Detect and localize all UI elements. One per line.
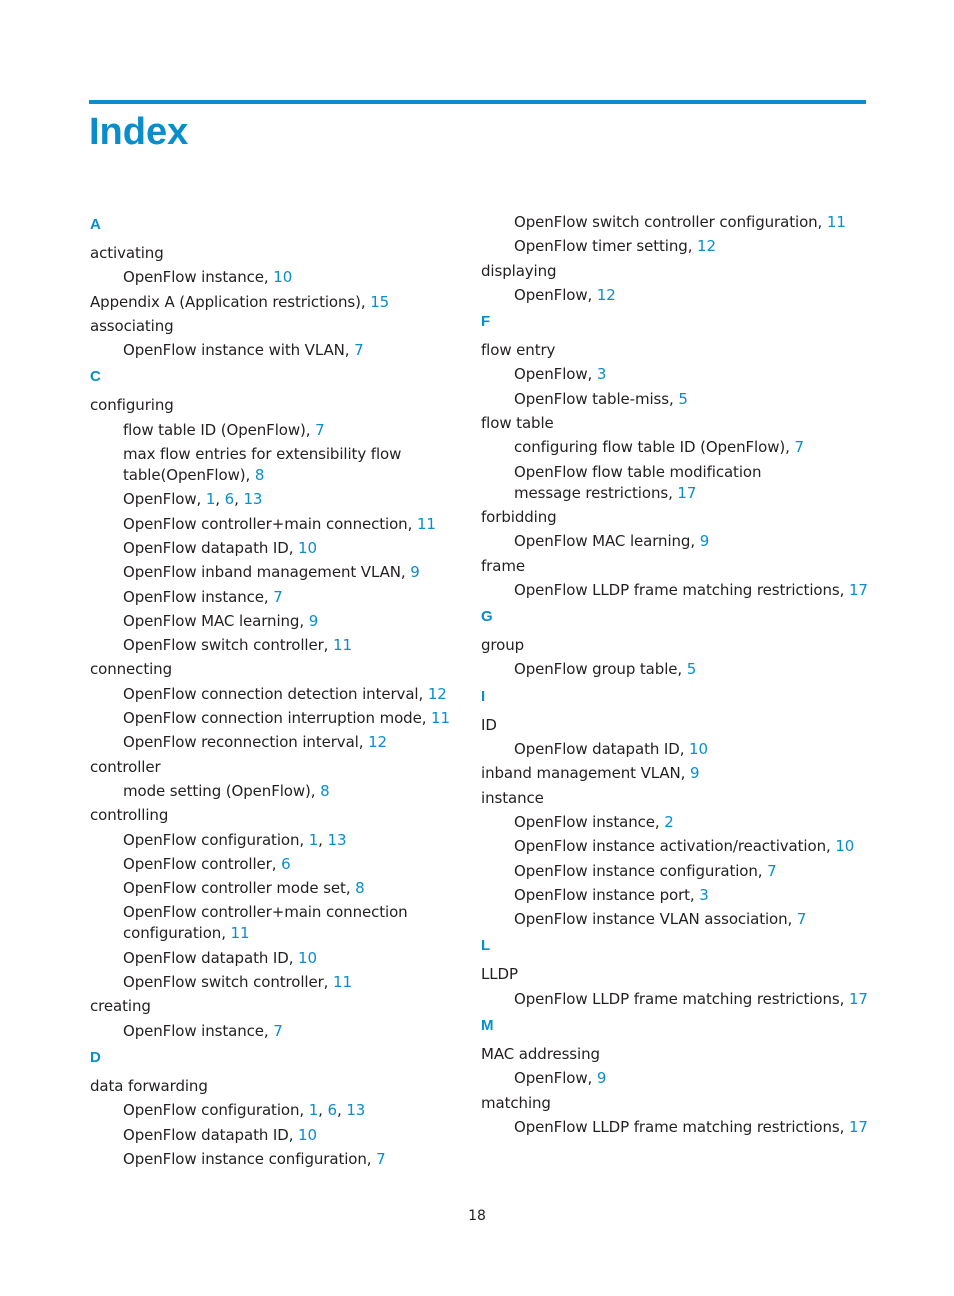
- index-entry-text: creating: [90, 997, 151, 1016]
- index-entry-text: OpenFlow reconnection interval,: [123, 733, 369, 752]
- index-entry-text: OpenFlow controller+main connection configuration,: [123, 903, 408, 943]
- index-term: [90, 316, 450, 340]
- index-entry-text: connecting: [90, 660, 172, 679]
- index-subterm: [481, 580, 868, 604]
- index-subterm: [90, 878, 450, 902]
- index-entry-text: max flow entries for extensibility flow table(OpenFlow),: [123, 445, 402, 485]
- index-subterm: [90, 684, 450, 708]
- index-entry-text: MAC addressing: [481, 1045, 600, 1064]
- index-entry-text: flow entry: [481, 341, 556, 360]
- page-ref-separator: ,: [215, 490, 225, 509]
- index-subterm: [481, 909, 841, 933]
- index-entry-text: OpenFlow LLDP frame matching restrictions,: [514, 1117, 849, 1136]
- index-subterm: [90, 732, 450, 756]
- index-entry-text: OpenFlow LLDP frame matching restrictions,: [514, 989, 849, 1008]
- index-letter-heading: G: [481, 608, 493, 626]
- index-subterm: [481, 739, 841, 763]
- index-entry-text: OpenFlow controller,: [123, 854, 282, 873]
- index-entry-text: inband management VLAN,: [481, 764, 691, 783]
- index-subterm: [90, 830, 450, 854]
- index-entry-text: forbidding: [481, 507, 557, 526]
- index-term: [90, 757, 450, 781]
- page-reference-link[interactable]: 17: [848, 580, 868, 599]
- page-reference-link[interactable]: 10: [689, 740, 708, 759]
- index-entry-text: OpenFlow flow table modification message restrictions,: [514, 462, 762, 502]
- page-reference-link[interactable]: 8: [320, 781, 330, 800]
- page-reference-link[interactable]: 3: [699, 885, 709, 904]
- index-subterm: [90, 854, 450, 878]
- page-reference-link[interactable]: 5: [678, 389, 688, 408]
- index-term: [481, 635, 841, 659]
- index-term: [90, 659, 450, 683]
- index-entry-text: frame: [481, 556, 525, 575]
- index-entry-text: OpenFlow group table,: [514, 660, 687, 679]
- page-reference-link[interactable]: 7: [273, 1021, 283, 1040]
- page-reference-link[interactable]: 10: [273, 268, 293, 287]
- page-reference-link[interactable]: 6: [224, 490, 235, 509]
- page-reference-link[interactable]: 1: [308, 1101, 319, 1120]
- index-entry-text: OpenFlow datapath ID,: [123, 538, 299, 557]
- index-entry-text: OpenFlow instance activation/reactivation,: [514, 837, 836, 856]
- page-reference-link[interactable]: 13: [346, 1101, 366, 1120]
- index-subterm: [90, 972, 450, 996]
- index-term: [90, 805, 450, 829]
- page-reference-link[interactable]: 17: [848, 1117, 868, 1136]
- index-letter-heading: C: [90, 368, 101, 386]
- index-letter-heading: F: [481, 313, 491, 331]
- index-subterm: [481, 1117, 868, 1141]
- index-term: [90, 292, 450, 316]
- page-reference-link[interactable]: 9: [308, 611, 319, 630]
- index-term: [481, 964, 841, 988]
- index-term: [481, 507, 841, 531]
- index-entry-text: OpenFlow controller+main connection,: [123, 514, 417, 533]
- page-reference-link[interactable]: 7: [354, 341, 364, 360]
- index-entry-text: activating: [90, 244, 164, 262]
- page-reference-link[interactable]: 13: [327, 830, 347, 849]
- index-letter-heading: M: [481, 1017, 494, 1035]
- index-subterm: [90, 781, 450, 805]
- index-entry-text: OpenFlow switch controller,: [123, 973, 334, 992]
- page-reference-link[interactable]: 6: [281, 854, 291, 873]
- index-entry-text: OpenFlow instance port,: [514, 885, 700, 904]
- index-subterm: [481, 1068, 841, 1092]
- index-subterm: [481, 836, 855, 860]
- index-entry-text: controller: [90, 757, 161, 776]
- index-subterm: [90, 1125, 450, 1149]
- page-reference-link[interactable]: 11: [431, 709, 450, 728]
- index-subterm: [90, 514, 450, 538]
- index-subterm: [90, 948, 450, 972]
- page-ref-separator: ,: [318, 1101, 328, 1120]
- index-entry-text: OpenFlow switch controller,: [123, 636, 334, 655]
- index-subterm: [481, 364, 841, 388]
- header-rule: [89, 100, 866, 104]
- index-subterm: [481, 212, 846, 236]
- page-reference-link[interactable]: 5: [686, 660, 697, 679]
- index-subterm: [481, 861, 841, 885]
- index-subterm: [90, 538, 450, 562]
- page-reference-link[interactable]: 17: [848, 989, 868, 1008]
- page-reference-link[interactable]: 10: [298, 538, 317, 557]
- index-subterm: [90, 708, 450, 732]
- index-entry-text: OpenFlow instance configuration,: [514, 861, 768, 880]
- index-entry-text: OpenFlow controller mode set,: [123, 879, 356, 898]
- index-entry-text: configuring: [90, 396, 174, 415]
- index-term: [481, 413, 841, 437]
- index-entry-text: Appendix A (Application restrictions),: [90, 292, 371, 311]
- page-reference-link[interactable]: 8: [355, 879, 365, 898]
- page-reference-link[interactable]: 9: [690, 764, 700, 783]
- index-subterm: [90, 587, 450, 611]
- page-reference-link[interactable]: 12: [596, 285, 616, 304]
- index-entry-text: ID: [481, 715, 497, 734]
- index-entry-text: controlling: [90, 806, 169, 825]
- page-reference-link[interactable]: 2: [664, 812, 674, 831]
- index-entry-text: instance: [481, 788, 544, 807]
- index-term: [90, 243, 450, 267]
- index-entry-text: OpenFlow MAC learning,: [514, 532, 700, 551]
- index-subterm: [90, 444, 423, 489]
- index-entry-text: flow table: [481, 414, 554, 433]
- page-reference-link[interactable]: 7: [767, 861, 777, 880]
- index-subterm: [90, 1100, 450, 1124]
- page-reference-link[interactable]: 9: [699, 532, 710, 551]
- page-reference-link[interactable]: 12: [368, 733, 387, 752]
- page-reference-link[interactable]: 17: [677, 483, 697, 502]
- page-reference-link[interactable]: 12: [697, 237, 716, 256]
- index-entry-text: OpenFlow inband management VLAN,: [123, 563, 411, 582]
- index-term: [481, 788, 841, 812]
- index-subterm: [481, 531, 841, 555]
- index-entry-text: OpenFlow instance,: [123, 268, 274, 287]
- page-reference-link[interactable]: 11: [230, 924, 250, 943]
- index-term: [481, 261, 841, 285]
- index-letter-heading: I: [481, 687, 486, 705]
- page-reference-link[interactable]: 15: [370, 292, 390, 311]
- index-entry-text: OpenFlow MAC learning,: [123, 611, 309, 630]
- index-column-left: [90, 212, 450, 1173]
- index-entry-text: OpenFlow switch controller configuration,: [514, 213, 827, 231]
- page-ref-separator: ,: [234, 490, 244, 509]
- page-ref-separator: ,: [318, 830, 328, 849]
- index-entry-text: mode setting (OpenFlow),: [123, 781, 321, 800]
- index-entry-text: OpenFlow,: [123, 490, 206, 509]
- index-entry-text: OpenFlow,: [514, 365, 597, 384]
- index-subterm: [90, 1149, 450, 1173]
- index-entry-text: OpenFlow instance VLAN association,: [514, 910, 797, 929]
- page-reference-link[interactable]: 9: [596, 1069, 607, 1088]
- page-reference-link[interactable]: 11: [333, 973, 352, 992]
- page-reference-link[interactable]: 7: [273, 587, 283, 606]
- page-reference-link[interactable]: 7: [315, 420, 325, 439]
- index-entry-text: OpenFlow,: [514, 1069, 597, 1088]
- page-reference-link[interactable]: 12: [427, 684, 447, 703]
- index-entry-text: OpenFlow datapath ID,: [123, 1125, 299, 1144]
- index-subterm: [90, 340, 450, 364]
- index-entry-text: OpenFlow instance,: [123, 587, 274, 606]
- index-entry-text: OpenFlow instance,: [123, 1021, 274, 1040]
- index-entry-text: OpenFlow connection detection interval,: [123, 684, 428, 703]
- page-reference-link[interactable]: 3: [596, 365, 607, 384]
- index-subterm: [481, 236, 841, 260]
- page-reference-link[interactable]: 8: [254, 466, 265, 485]
- index-subterm: [481, 462, 814, 507]
- index-subterm: [90, 489, 450, 513]
- page-reference-link[interactable]: 9: [410, 563, 420, 582]
- index-entry-text: OpenFlow connection interruption mode,: [123, 709, 432, 728]
- index-subterm: [90, 562, 450, 586]
- page-reference-link[interactable]: 7: [376, 1149, 386, 1168]
- index-entry-text: LLDP: [481, 965, 518, 984]
- page-reference-link[interactable]: 10: [298, 948, 317, 967]
- page-reference-link[interactable]: 11: [416, 514, 436, 533]
- index-entry-text: data forwarding: [90, 1076, 208, 1095]
- page-reference-link[interactable]: 11: [333, 636, 352, 655]
- page-reference-link[interactable]: 7: [794, 438, 804, 457]
- page-title: Index: [89, 111, 189, 153]
- index-entry-text: matching: [481, 1093, 551, 1112]
- page-number: 18: [468, 1208, 486, 1224]
- page-reference-link[interactable]: 1: [205, 490, 216, 509]
- index-entry-text: OpenFlow datapath ID,: [514, 740, 690, 759]
- index-subterm: [481, 989, 868, 1013]
- index-entry-text: OpenFlow,: [514, 285, 597, 304]
- index-entry-text: OpenFlow instance,: [514, 812, 665, 831]
- index-term: [481, 1093, 841, 1117]
- index-entry-text: group: [481, 636, 525, 655]
- page-reference-link[interactable]: 10: [835, 837, 855, 856]
- index-entry-text: OpenFlow configuration,: [123, 830, 309, 849]
- index-subterm: [90, 267, 450, 291]
- index-entry-text: configuring flow table ID (OpenFlow),: [514, 438, 795, 457]
- page-reference-link[interactable]: 10: [298, 1125, 317, 1144]
- index-subterm: [481, 389, 841, 413]
- index-subterm: [481, 659, 841, 683]
- index-entry-text: associating: [90, 316, 174, 335]
- page-reference-link[interactable]: 11: [826, 213, 846, 231]
- index-subterm: [90, 635, 450, 659]
- index-letter-heading: L: [481, 937, 491, 955]
- index-letter-heading: A: [90, 216, 101, 233]
- index-entry-text: displaying: [481, 261, 557, 280]
- index-letter-heading: D: [90, 1048, 101, 1066]
- index-subterm: [90, 902, 423, 947]
- index-entry-text: OpenFlow configuration,: [123, 1101, 309, 1120]
- index-entry-text: OpenFlow instance configuration,: [123, 1149, 377, 1168]
- index-entry-text: OpenFlow table-miss,: [514, 389, 679, 408]
- index-subterm: [481, 285, 841, 309]
- index-term: [481, 556, 841, 580]
- index-subterm: [90, 1021, 450, 1045]
- index-term: [90, 1076, 450, 1100]
- index-subterm: [481, 437, 841, 461]
- index-entry-text: OpenFlow LLDP frame matching restrictions,: [514, 580, 849, 599]
- page-ref-separator: ,: [336, 1101, 347, 1120]
- index-subterm: [481, 885, 841, 909]
- index-term: [90, 996, 450, 1020]
- page-reference-link[interactable]: 13: [243, 490, 263, 509]
- index-term: [481, 1044, 841, 1068]
- index-column-right: [481, 212, 868, 1141]
- index-term: [481, 715, 841, 739]
- index-entry-text: OpenFlow datapath ID,: [123, 948, 299, 967]
- index-subterm: [90, 611, 450, 635]
- index-subterm: [481, 812, 841, 836]
- page-reference-link[interactable]: 6: [327, 1101, 337, 1120]
- index-term: [481, 763, 841, 787]
- index-term: [481, 340, 841, 364]
- page-reference-link[interactable]: 1: [308, 830, 319, 849]
- index-entry-text: flow table ID (OpenFlow),: [123, 420, 316, 439]
- index-entry-text: OpenFlow timer setting,: [514, 237, 698, 256]
- index-subterm: [90, 420, 450, 444]
- page-reference-link[interactable]: 7: [796, 910, 807, 929]
- index-term: [90, 395, 450, 419]
- index-entry-text: OpenFlow instance with VLAN,: [123, 341, 355, 360]
